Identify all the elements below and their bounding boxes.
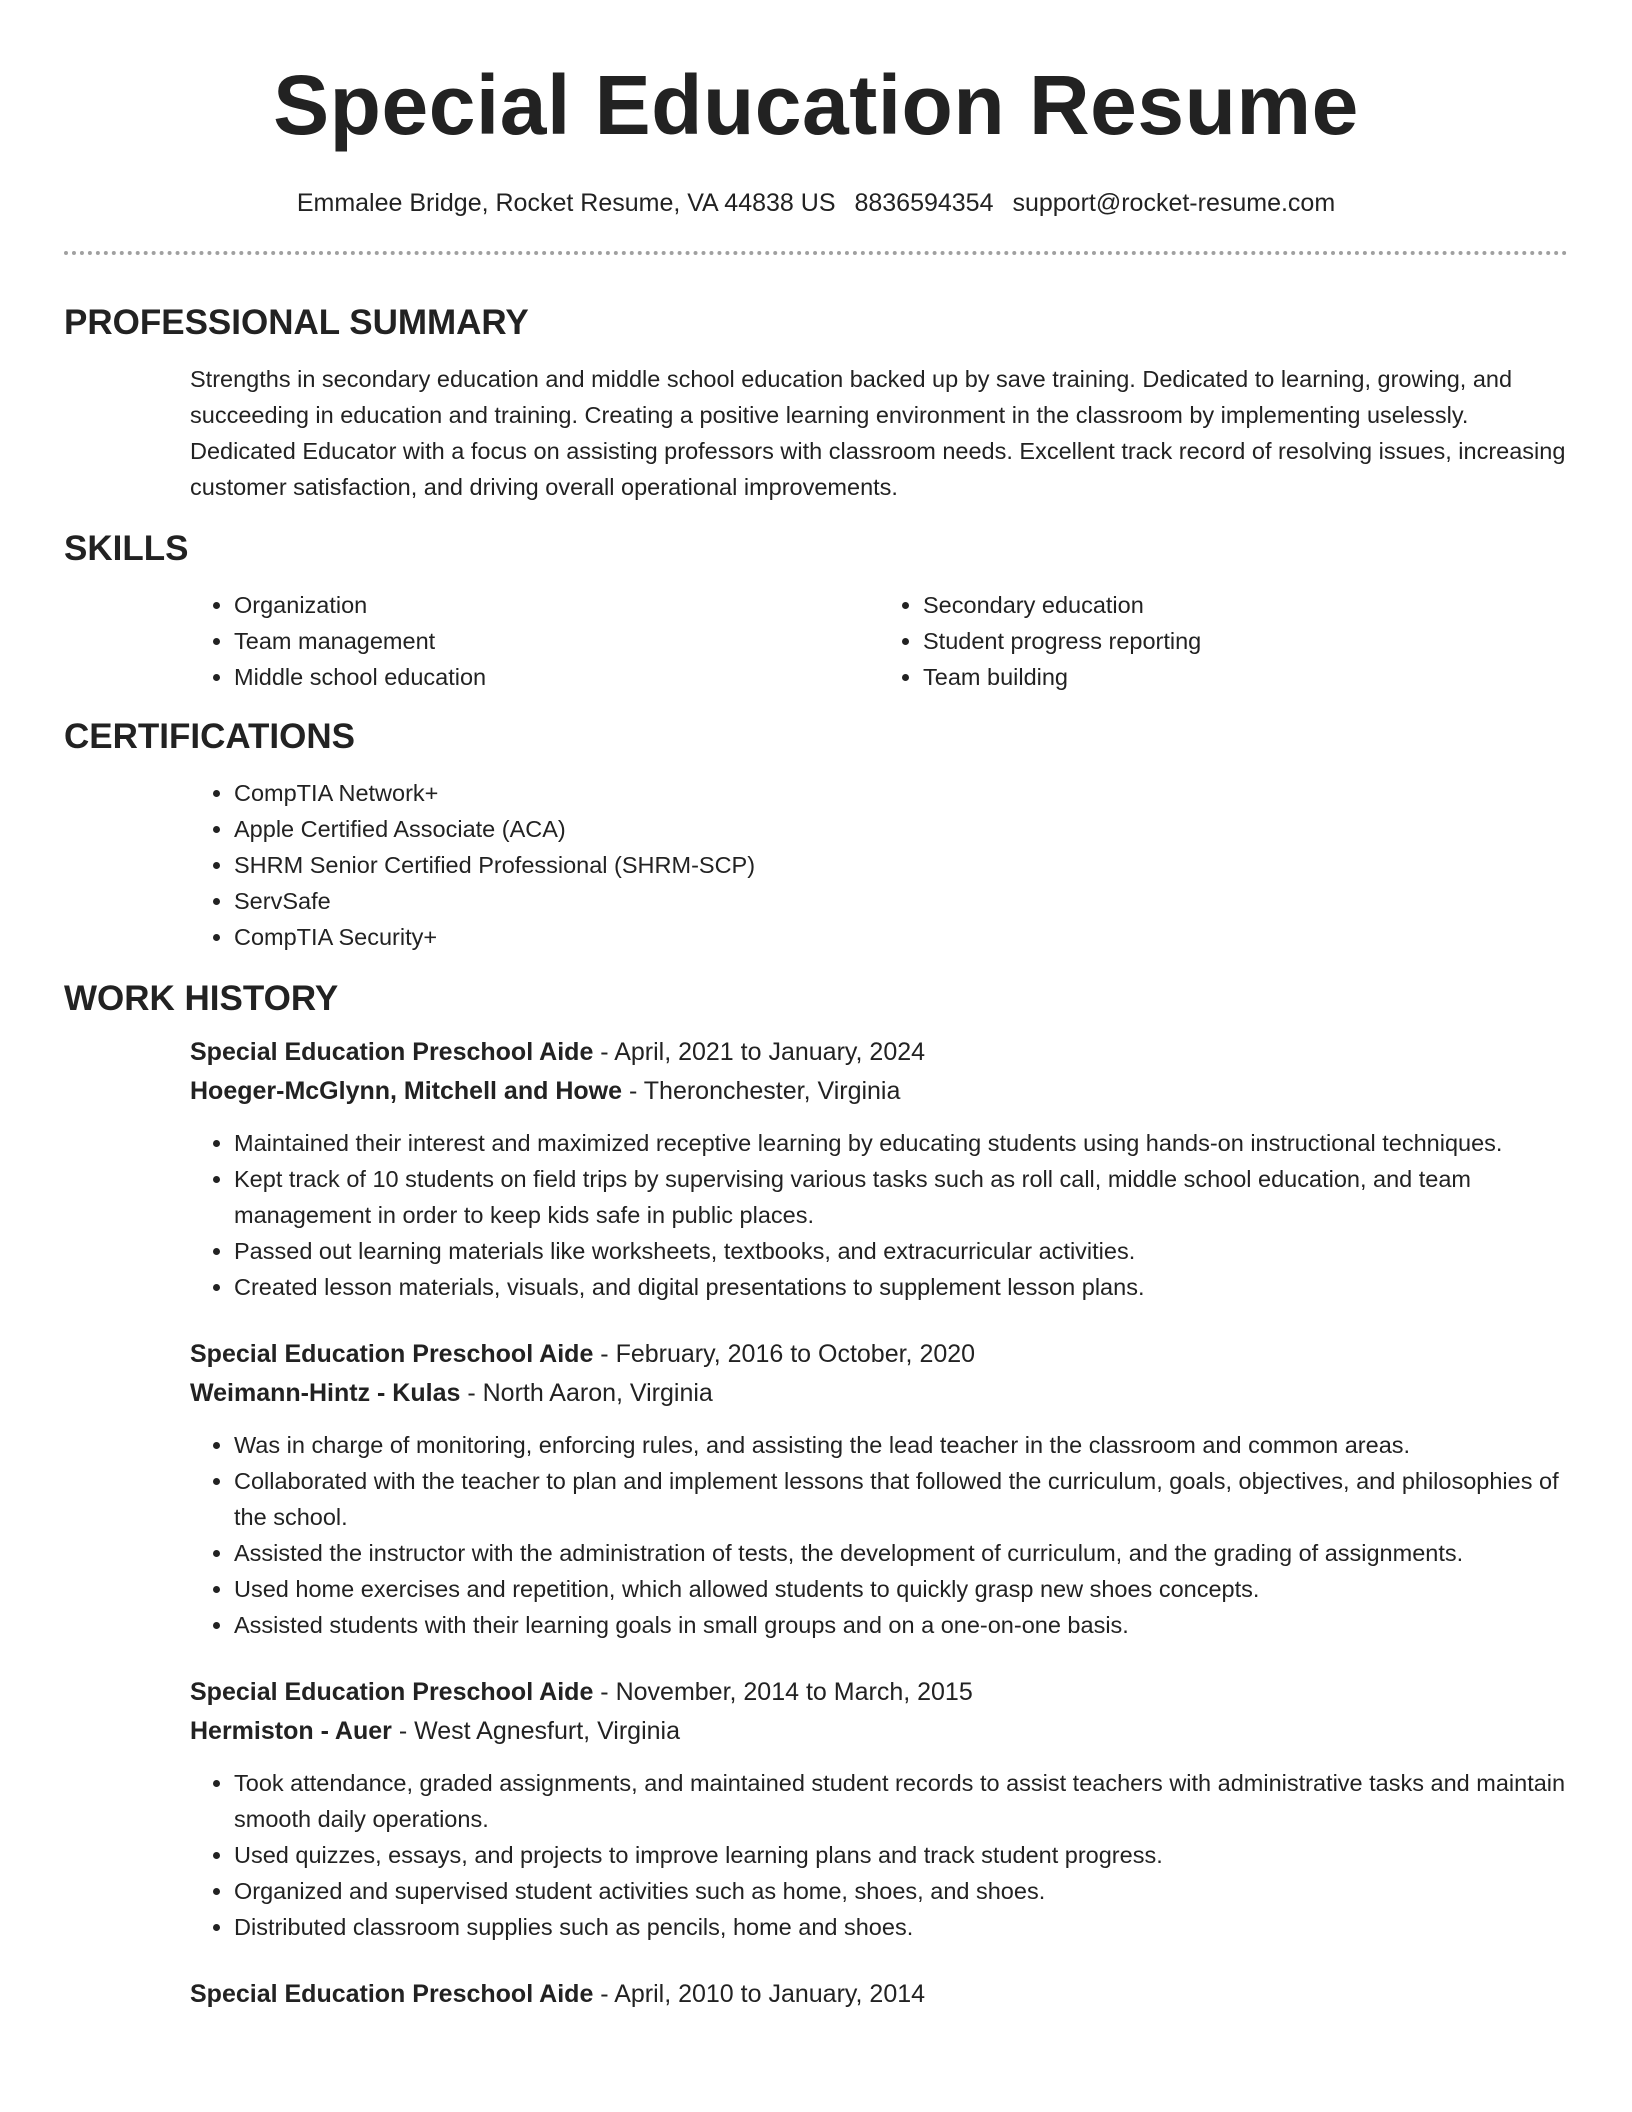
certification-item: • Apple Certified Associate (ACA) (234, 811, 1568, 847)
job-dates: - April, 2021 to January, 2024 (593, 1038, 926, 1066)
job-bullet: • Maintained their interest and maximized receptive learning by educating students using hands-on instructional techniques. (234, 1125, 1568, 1161)
job-location: - West Agnesfurt, Virginia (391, 1717, 680, 1745)
certifications-list (190, 775, 1568, 955)
job-location: - Theronchester, Virginia (622, 1077, 901, 1105)
job-company-line (190, 1712, 1568, 1751)
certification-item: • CompTIA Security+ (234, 919, 1568, 955)
job-title-line (190, 1673, 1568, 1712)
job-title: Special Education Preschool Aide (190, 1678, 594, 1706)
skill-item: • Middle school education (234, 659, 879, 695)
certification-item: • ServSafe (234, 883, 1568, 919)
job-bullet: • Took attendance, graded assignments, and maintained student records to assist teachers with administrative tasks and maintain smooth daily operations. (234, 1765, 1568, 1837)
skill-item: • Organization (234, 587, 879, 623)
job-location: - North Aaron, Virginia (460, 1379, 713, 1407)
job-bullet: • Created lesson materials, visuals, and digital presentations to supplement lesson plans. (234, 1269, 1568, 1305)
skills-heading: SKILLS (64, 529, 189, 568)
job-entry (64, 1975, 1568, 2014)
job-company: Hoeger-McGlynn, Mitchell and Howe (190, 1077, 622, 1105)
job-bullet: • Used quizzes, essays, and projects to improve learning plans and track student progress. (234, 1837, 1568, 1873)
skills-column-right (879, 587, 1568, 695)
job-company: Hermiston - Auer (190, 1717, 392, 1745)
certification-item: • CompTIA Network+ (234, 775, 1568, 811)
resume-title: Special Education Resume (273, 58, 1359, 152)
job-bullet: • Used home exercises and repetition, which allowed students to quickly grasp new shoes concepts. (234, 1571, 1568, 1607)
resume-page (64, 0, 1568, 2014)
summary-text: Strengths in secondary education and middle school education backed up by save training. Dedicated to learning, growing, and succeeding in education and training. Creating a positive learning environment in the classroom by implementing uselessly. Dedicated Educator with a focus on assisting professors with classroom needs. Excellent track record of resolving issues, increasing customer satisfaction, and driving overall operational improvements. (190, 366, 1566, 500)
job-bullet: • Organized and supervised student activities such as home, shoes, and shoes. (234, 1873, 1568, 1909)
job-bullet: • Assisted students with their learning goals in small groups and on a one-on-one basis. (234, 1607, 1568, 1643)
contact-phone[interactable]: 8836594354 (854, 189, 994, 217)
job-title: Special Education Preschool Aide (190, 1340, 594, 1368)
certifications-heading: CERTIFICATIONS (64, 717, 356, 756)
skill-item: • Team management (234, 623, 879, 659)
skills-list (190, 587, 1568, 695)
contact-email[interactable]: support@rocket-resume.com (1012, 189, 1336, 217)
job-company: Weimann-Hintz - Kulas (190, 1379, 461, 1407)
job-bullet: • Distributed classroom supplies such as pencils, home and shoes. (234, 1909, 1568, 1945)
job-title: Special Education Preschool Aide (190, 1038, 594, 1066)
skill-item: • Student progress reporting (923, 623, 1568, 659)
job-entry (64, 1033, 1568, 1305)
job-entry (64, 1335, 1568, 1643)
skill-item: • Team building (923, 659, 1568, 695)
job-bullet: • Passed out learning materials like worksheets, textbooks, and extracurricular activities. (234, 1233, 1568, 1269)
job-bullets (190, 1427, 1568, 1643)
job-entry (64, 1673, 1568, 1945)
job-bullets (190, 1125, 1568, 1305)
job-bullet: • Kept track of 10 students on field trips by supervising various tasks such as roll call, middle school education, and team management in order to keep kids safe in public places. (234, 1161, 1568, 1233)
job-bullet: • Was in charge of monitoring, enforcing rules, and assisting the lead teacher in the classroom and common areas. (234, 1427, 1568, 1463)
job-bullet: • Collaborated with the teacher to plan and implement lessons that followed the curriculum, goals, objectives, and philosophies of the school. (234, 1463, 1568, 1535)
job-title: Special Education Preschool Aide (190, 1980, 594, 2008)
job-company-line (190, 1374, 1568, 1413)
job-title-line (190, 1975, 1568, 2014)
contact-address: Emmalee Bridge, Rocket Resume, VA 44838 US (296, 189, 836, 217)
job-bullet: • Assisted the instructor with the administration of tests, the development of curriculum, and the grading of assignments. (234, 1535, 1568, 1571)
contact-line (64, 187, 1568, 219)
job-dates: - February, 2016 to October, 2020 (593, 1340, 976, 1368)
summary-heading: PROFESSIONAL SUMMARY (64, 303, 529, 342)
job-company-line (190, 1072, 1568, 1111)
work-history-heading: WORK HISTORY (64, 979, 339, 1018)
job-title-line (190, 1033, 1568, 1072)
job-title-line (190, 1335, 1568, 1374)
job-dates: - April, 2010 to January, 2014 (593, 1980, 926, 2008)
skill-item: • Secondary education (923, 587, 1568, 623)
job-bullets (190, 1765, 1568, 1945)
job-dates: - November, 2014 to March, 2015 (593, 1678, 973, 1706)
header-divider (64, 251, 1568, 255)
certification-item: • SHRM Senior Certified Professional (SHRM-SCP) (234, 847, 1568, 883)
skills-column-left (190, 587, 879, 695)
